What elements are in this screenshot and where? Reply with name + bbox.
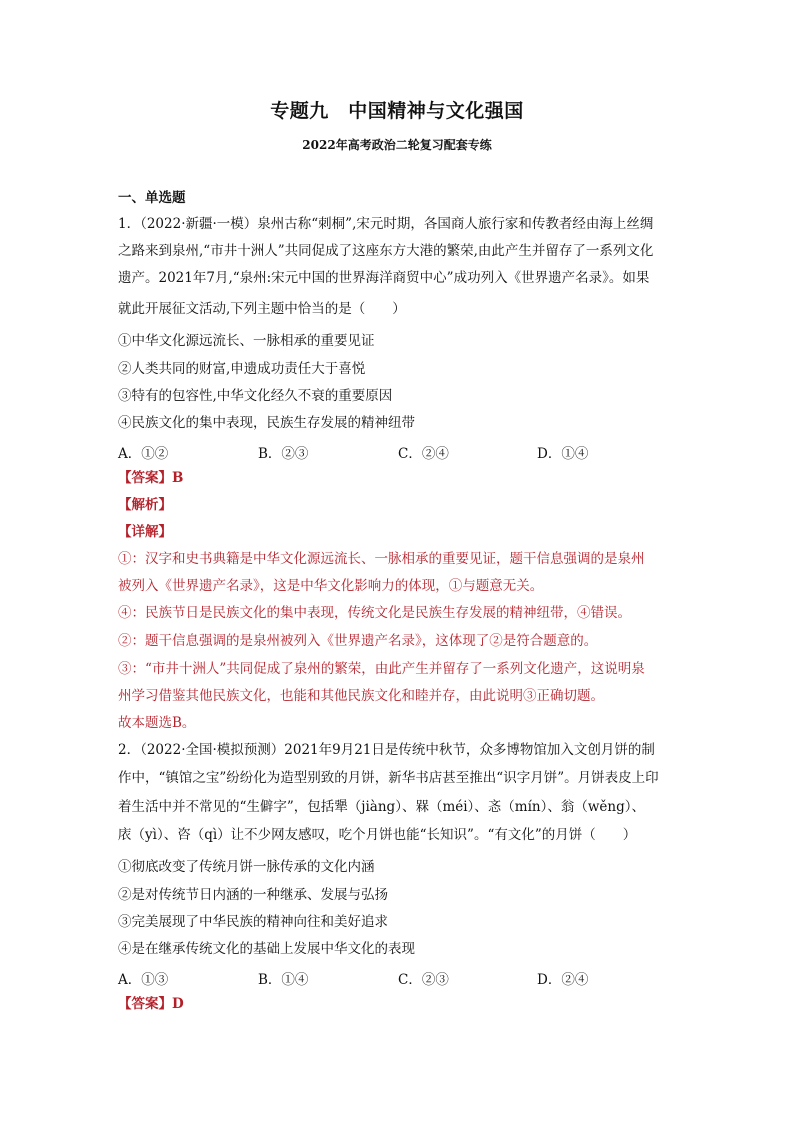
q1-detail-line-2: 被列入《世界遗产名录》，这是中华文化影响力的体现，①与题意无关。 — [118, 578, 544, 594]
q1-stem-line-1: 1．（2022·新疆·一模）泉州古称“刺桐”,宋元时期，各国商人旅行家和传教者经由海上丝绸 — [118, 216, 654, 232]
q2-statement-4: ④是在继承传统文化的基础上发展中华文化的表现 — [118, 941, 415, 957]
q2-stem-line-4: 庡（yì）、咨（qì）让不少网友感叹，吃个月饼也能“长知识”。“有文化”的月饼（ ） — [118, 827, 637, 843]
q2-statement-1: ①彻底改变了传统月饼一脉传承的文化内涵 — [118, 859, 375, 875]
q1-detail-line-3: ④：民族节日是民族文化的集中表现，传统文化是民族生存发展的精神纽带，④错误。 — [118, 605, 631, 621]
q1-statement-1: ①中华文化源远流长、一脉相承的重要见证 — [118, 333, 375, 349]
q2-option-b: B．①④ — [258, 972, 309, 988]
q2-stem-line-1: 2．（2022·全国·模拟预测）2021年9月21日是传统中秋节，众多博物馆加入文创月饼的制 — [118, 742, 655, 758]
section-heading: 一、单选题 — [118, 190, 186, 206]
q1-stem-line-2: 之路来到泉州,“市井十洲人”共同促成了这座东方大港的繁荣,由此产生并留存了一系列文化 — [118, 243, 654, 259]
q1-detail-line-1: ①：汉字和史书典籍是中华文化源远流长、一脉相承的重要见证，题干信息强调的是泉州 — [118, 551, 645, 567]
q1-detail-line-4: ②：题干信息强调的是泉州被列入《世界遗产名录》，这体现了②是符合题意的。 — [118, 633, 598, 649]
document-title: 专题九 中国精神与文化强国 — [270, 100, 524, 122]
q1-statement-3: ③特有的包容性,中华文化经久不衰的重要原因 — [118, 388, 393, 404]
q1-conclusion: 故本题选B。 — [118, 715, 196, 731]
q2-option-c: C．②③ — [398, 972, 449, 988]
q2-stem-line-3: 着生活中并不常见的“生僻字”，包括犟（jiàng）、槑（méi）、忞（mín）、翁（wěng）、 — [118, 799, 645, 815]
q1-detail-line-6: 州学习借鉴其他民族文化，也能和其他民族文化和睦并存，由此说明③正确切题。 — [118, 688, 604, 704]
q1-analysis-heading: 【解析】 — [118, 497, 172, 513]
q2-statement-3: ③完美展现了中华民族的精神向往和美好追求 — [118, 914, 388, 930]
q2-option-a: A．①③ — [118, 972, 169, 988]
document-subtitle: 2022年高考政治二轮复习配套专练 — [302, 138, 492, 152]
q1-statement-4: ④民族文化的集中表现，民族生存发展的精神纽带 — [118, 415, 415, 431]
q1-option-d: D．①④ — [537, 446, 589, 462]
q2-answer: 【答案】D — [118, 996, 184, 1012]
q1-option-a: A．①② — [118, 446, 169, 462]
q2-option-d: D．②④ — [537, 972, 589, 988]
q1-detail-heading: 【详解】 — [118, 524, 172, 540]
q2-statement-2: ②是对传统节日内涵的一种继承、发展与弘扬 — [118, 887, 388, 903]
q1-statement-2: ②人类共同的财富,申遗成功责任大于喜悦 — [118, 361, 366, 377]
q1-option-b: B．②③ — [258, 446, 309, 462]
q1-detail-line-5: ③：“市井十洲人”共同促成了泉州的繁荣，由此产生并留存了一系列文化遗产，这说明泉 — [118, 661, 645, 677]
q1-answer: 【答案】B — [118, 470, 184, 486]
q2-stem-line-2: 作中，“镇馆之宝”纷纷化为造型别致的月饼，新华书店甚至推出“识字月饼”。月饼表皮上印 — [118, 770, 659, 786]
q1-stem-line-4: 就此开展征文活动,下列主题中恰当的是（ ） — [118, 301, 406, 317]
q1-option-c: C．②④ — [398, 446, 449, 462]
q1-stem-line-3: 遗产。2021年7月,“泉州:宋元中国的世界海洋商贸中心”成功列入《世界遗产名录》。如果 — [118, 270, 650, 286]
